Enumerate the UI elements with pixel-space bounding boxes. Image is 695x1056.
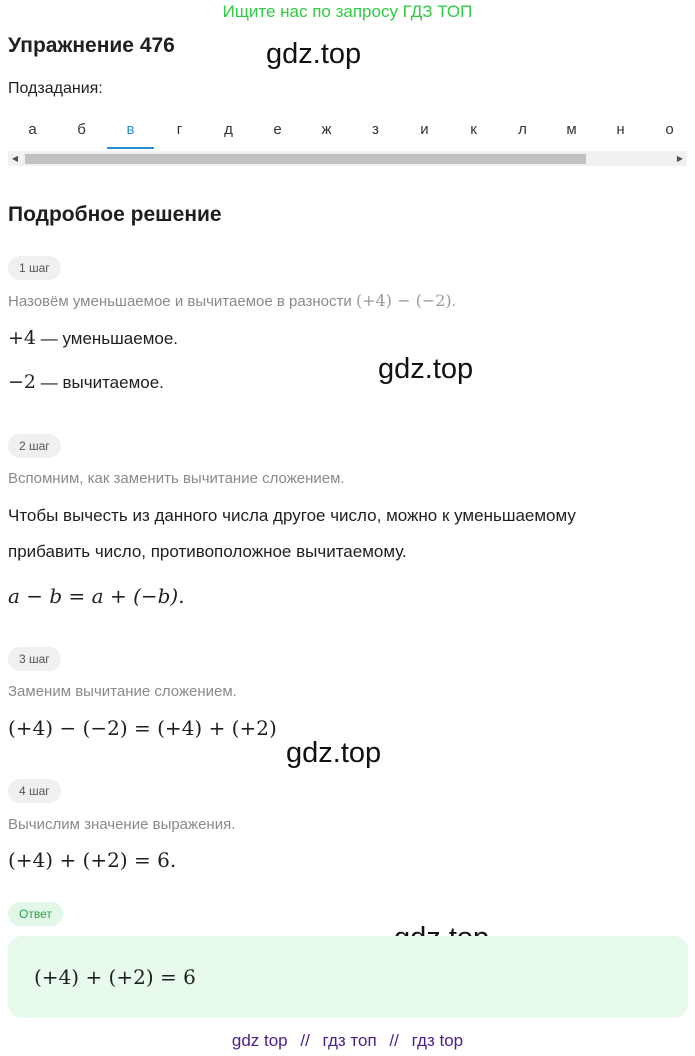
step-line	[8, 327, 178, 349]
answer-box	[8, 936, 688, 1018]
subtask-tab-d[interactable]: д	[224, 121, 233, 138]
step-badge: 1 шаг	[8, 256, 61, 280]
step-badge: 2 шаг	[8, 434, 61, 458]
step-line-text: — уменьшаемое.	[36, 329, 179, 348]
subtask-tab-n[interactable]: н	[616, 121, 625, 138]
subtask-tab-l[interactable]: л	[518, 121, 527, 138]
answer-badge: Ответ	[8, 902, 63, 926]
step-formula: a − b = a + (−b).	[8, 584, 185, 608]
subtask-tab-b[interactable]: б	[77, 121, 86, 138]
subtasks-label: Подзадания:	[8, 80, 103, 97]
scrollbar-thumb[interactable]	[25, 154, 586, 164]
subtask-tab-o[interactable]: о	[665, 121, 674, 138]
subtask-tab-zh[interactable]: ж	[321, 121, 332, 138]
step-badge: 4 шаг	[8, 779, 61, 803]
subtask-tab-z[interactable]: з	[372, 121, 379, 138]
subtask-tab-a[interactable]: а	[28, 121, 37, 138]
horizontal-scrollbar[interactable]	[8, 151, 687, 166]
answer-formula: (+4) + (+2) = 6	[34, 965, 196, 989]
footer-link[interactable]: gdz top	[231, 1031, 288, 1050]
step-hint	[8, 291, 456, 310]
search-hint-link[interactable]: Ищите нас по запросу ГДЗ ТОП	[222, 2, 473, 21]
footer-separator: //	[389, 1031, 399, 1050]
step-hint-end: .	[451, 293, 456, 310]
step-formula: (+4) − (−2) = (+4) + (+2)	[8, 716, 277, 740]
footer-separator: //	[300, 1031, 310, 1050]
step-hint-math: (+4) − (−2)	[355, 291, 452, 310]
step-hint-text: Назовём уменьшаемое и вычитаемое в разности	[8, 293, 352, 310]
step-badge: 3 шаг	[8, 647, 61, 671]
step-line	[8, 371, 164, 393]
math-expression: −2	[8, 371, 37, 393]
step-text: прибавить число, противоположное вычитаемому.	[8, 542, 407, 561]
subtask-tab-g[interactable]: г	[176, 121, 183, 138]
subtask-tab-i[interactable]: и	[420, 121, 429, 138]
subtask-tab-k[interactable]: к	[470, 121, 477, 138]
watermark: gdz.top	[286, 737, 382, 769]
subtask-tab-v[interactable]: в	[106, 118, 155, 150]
step-hint: Вспомним, как заменить вычитание сложением.	[8, 470, 345, 487]
watermark: gdz.top	[266, 38, 362, 70]
scroll-left-icon[interactable]: ◀	[11, 154, 19, 163]
subtask-tab-m[interactable]: м	[566, 121, 577, 138]
math-expression: +4	[8, 327, 37, 349]
footer-link[interactable]: гдз топ	[322, 1031, 377, 1050]
page-title: Упражнение 476	[8, 34, 175, 57]
watermark: gdz.top	[378, 353, 474, 385]
scroll-right-icon[interactable]: ▶	[676, 154, 684, 163]
solution-title: Подробное решение	[8, 203, 222, 226]
step-line-text: — вычитаемое.	[36, 373, 164, 392]
step-hint: Вычислим значение выражения.	[8, 816, 236, 833]
footer-links	[0, 1031, 695, 1051]
subtasks-tabs	[8, 118, 695, 150]
subtask-tab-e[interactable]: е	[273, 121, 282, 138]
step-text: Чтобы вычесть из данного числа другое число, можно к уменьшаемому	[8, 506, 576, 525]
step-formula: (+4) + (+2) = 6.	[8, 848, 177, 872]
step-hint: Заменим вычитание сложением.	[8, 683, 237, 700]
footer-link[interactable]: гдз top	[411, 1031, 464, 1050]
